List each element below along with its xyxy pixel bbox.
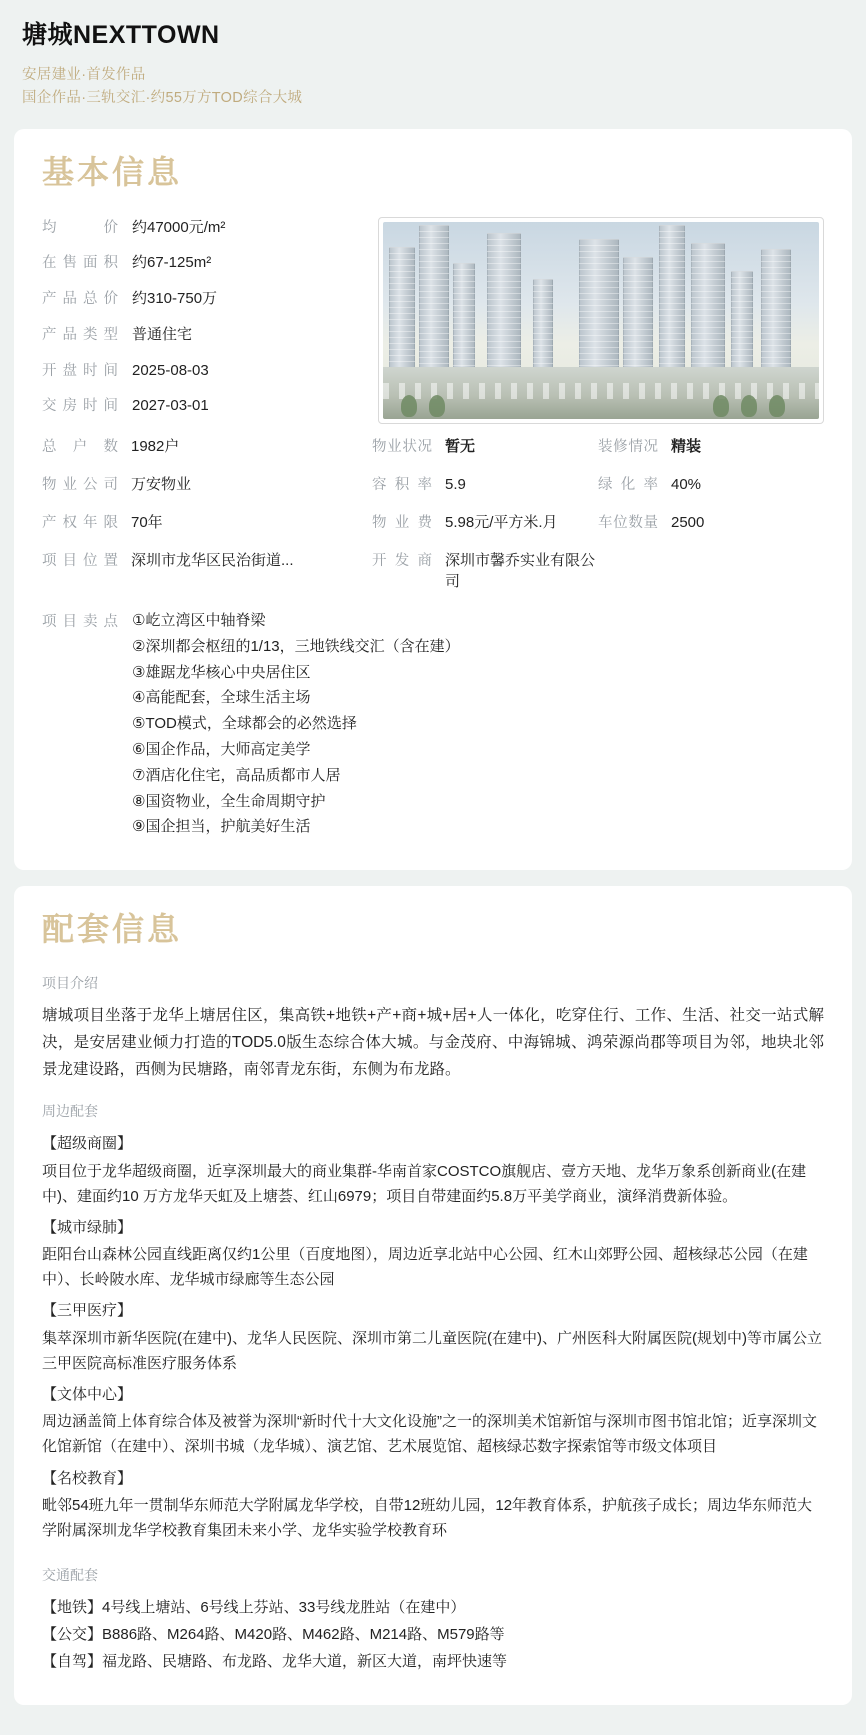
stats-col-c bbox=[598, 435, 824, 469]
around-block bbox=[42, 1466, 824, 1544]
info-row bbox=[42, 360, 372, 383]
traffic-line: 【公交】B886路、M264路、M420路、M462路、M214路、M579路等 bbox=[42, 1625, 505, 1643]
stats-col-a bbox=[42, 511, 372, 545]
stats-row bbox=[42, 435, 824, 469]
stat-label: 装修情况 bbox=[598, 439, 658, 456]
stats-col-a bbox=[42, 473, 372, 507]
basic-info-top bbox=[42, 217, 824, 432]
stat-value: 5.98元/平方米.月 bbox=[445, 514, 558, 532]
header-subtitle-line1: 安居建业·首发作品 bbox=[22, 66, 146, 83]
around-block bbox=[42, 1298, 824, 1376]
basic-info-card bbox=[14, 129, 852, 870]
intro-text: 塘城项目坐落于龙华上塘居住区，集高铁+地铁+产+商+城+居+人一体化，吃穿住行、工作、生活、社交一站式解决，是安居建业倾力打造的TOD5.0版生态综合体大城。与金茂府、中海锦城、鸿荣源尚郡等项目为邻，地块北邻景龙建设路，西侧为民塘路，南邻青龙东街，东侧为布龙路。 bbox=[42, 1007, 824, 1078]
around-block bbox=[42, 1215, 824, 1293]
info-label: 在售面积 bbox=[42, 255, 118, 272]
info-value: 2027-03-01 bbox=[132, 397, 209, 415]
selling-point-item: ②深圳都会枢纽的1/13，三地铁线交汇（含在建） bbox=[132, 637, 460, 655]
info-row bbox=[42, 288, 372, 311]
around-block-head: 【文体中心】 bbox=[42, 1386, 133, 1404]
around-block-body: 集萃深圳市新华医院(在建中)、龙华人民医院、深圳市第二儿童医院(在建中)、广州医科大附属医院(规划中)等市属公立三甲医院高标准医疗服务体系 bbox=[42, 1329, 822, 1372]
info-label: 开盘时间 bbox=[42, 362, 118, 379]
around-block bbox=[42, 1131, 824, 1209]
stat-item bbox=[372, 549, 598, 591]
stat-label: 开发商 bbox=[372, 553, 432, 570]
info-row bbox=[42, 324, 372, 347]
stat-label: 物业公司 bbox=[42, 477, 118, 494]
header-subtitle-line2: 国企作品·三轨交汇·约55万方TOD综合大城 bbox=[22, 90, 303, 107]
info-value: 约47000元/m² bbox=[132, 218, 226, 236]
stat-label: 项目位置 bbox=[42, 553, 118, 570]
stats-col-b bbox=[372, 511, 598, 545]
page-title: 塘城NEXTTOWN bbox=[22, 21, 220, 49]
info-row bbox=[42, 395, 372, 418]
stat-item bbox=[372, 473, 598, 494]
stat-label: 物业状况 bbox=[372, 439, 432, 456]
stat-value: 70年 bbox=[131, 514, 163, 532]
stats-col-c bbox=[598, 511, 824, 545]
stat-value: 深圳市龙华区民治街道... bbox=[131, 552, 294, 570]
info-label: 交房时间 bbox=[42, 398, 118, 415]
stats-row bbox=[42, 549, 824, 604]
info-label: 产品总价 bbox=[42, 291, 118, 308]
selling-points bbox=[42, 608, 824, 840]
traffic-line: 【地铁】4号线上塘站、6号线上芬站、33号线龙胜站（在建中） bbox=[42, 1599, 466, 1617]
stat-label: 产权年限 bbox=[42, 515, 118, 532]
stats-col-c bbox=[598, 549, 824, 604]
info-row bbox=[42, 252, 372, 275]
stats-col-c bbox=[598, 473, 824, 507]
around-block-head: 【三甲医疗】 bbox=[42, 1302, 133, 1320]
selling-point-item: ⑨国企担当，护航美好生活 bbox=[132, 818, 311, 836]
around-block-head: 【超级商圈】 bbox=[42, 1135, 133, 1153]
stat-label: 总户数 bbox=[42, 439, 118, 456]
selling-point-item: ⑦酒店化住宅，高品质都市人居 bbox=[132, 766, 341, 784]
traffic-line: 【自驾】福龙路、民塘路、布龙路、龙华大道，新区大道，南坪快速等 bbox=[42, 1652, 508, 1670]
selling-point-item: ①屹立湾区中轴脊梁 bbox=[132, 612, 266, 630]
stats-col-a bbox=[42, 549, 372, 604]
stat-value: 万安物业 bbox=[131, 476, 192, 494]
stats-col-b bbox=[372, 473, 598, 507]
around-block-body: 周边涵盖简上体育综合体及被誉为深圳“新时代十大文化设施”之一的深圳美术馆新馆与深圳市图书馆北馆；近享深圳文化馆新馆（在建中）、深圳书城（龙华城）、演艺馆、艺术展览馆、超核绿芯数字探索馆等市级文体项目 bbox=[42, 1413, 817, 1456]
info-value: 普通住宅 bbox=[132, 325, 193, 343]
project-hero-image bbox=[378, 217, 824, 424]
stat-label: 容积率 bbox=[372, 477, 432, 494]
facilities-card bbox=[14, 886, 852, 1705]
around-label: 周边配套 bbox=[42, 1103, 98, 1120]
stat-item bbox=[42, 473, 372, 494]
info-label: 产品类型 bbox=[42, 326, 118, 343]
stat-value: 精装 bbox=[671, 438, 702, 456]
stat-value: 暂无 bbox=[445, 438, 476, 456]
stat-value: 深圳市馨乔实业有限公司 bbox=[445, 552, 596, 591]
stat-label: 车位数量 bbox=[598, 515, 658, 532]
stats-col-b bbox=[372, 549, 598, 604]
basic-info-left-column bbox=[42, 217, 372, 432]
stat-value: 1982户 bbox=[131, 438, 180, 456]
stat-value: 40% bbox=[671, 476, 702, 494]
hero-illustration bbox=[383, 222, 819, 419]
info-value: 约67-125m² bbox=[132, 254, 212, 272]
selling-point-item: ⑥国企作品，大师高定美学 bbox=[132, 741, 311, 759]
info-value: 2025-08-03 bbox=[132, 361, 209, 379]
around-block bbox=[42, 1382, 824, 1460]
selling-points-label: 项目卖点 bbox=[42, 614, 118, 631]
stats-row bbox=[42, 473, 824, 507]
header-subtitle bbox=[22, 64, 844, 112]
around-block-head: 【名校教育】 bbox=[42, 1469, 133, 1487]
stat-item bbox=[42, 435, 372, 456]
selling-point-item: ⑧国资物业，全生命周期守护 bbox=[132, 792, 326, 810]
stat-label: 绿化率 bbox=[598, 477, 658, 494]
stat-value: 5.9 bbox=[445, 476, 466, 494]
intro-label: 项目介绍 bbox=[42, 975, 98, 992]
info-row bbox=[42, 217, 372, 240]
stat-item bbox=[598, 435, 824, 456]
around-block-body: 项目位于龙华超级商圈，近享深圳最大的商业集群-华南首家COSTCO旗舰店、壹方天地、龙华万象系创新商业(在建中)、建面约10 万方龙华天虹及上塘荟、红山6979；项目自带建面约5.8万平美学商业，演绎消费新体验。 bbox=[42, 1162, 807, 1205]
basic-info-title: 基本信息 bbox=[42, 154, 183, 191]
stats-col-b bbox=[372, 435, 598, 469]
info-value: 约310-750万 bbox=[132, 290, 218, 308]
selling-point-item: ⑤TOD模式，全球都会的必然选择 bbox=[132, 715, 357, 733]
stat-value: 2500 bbox=[671, 514, 705, 532]
stat-item bbox=[598, 473, 824, 494]
stat-item bbox=[42, 549, 372, 570]
traffic-label: 交通配套 bbox=[42, 1567, 98, 1584]
stat-label: 物业费 bbox=[372, 515, 432, 532]
selling-points-list bbox=[132, 608, 460, 840]
stat-item bbox=[372, 435, 598, 456]
stats-col-a bbox=[42, 435, 372, 469]
stat-item bbox=[42, 511, 372, 532]
page-header bbox=[0, 0, 866, 129]
stats-row bbox=[42, 511, 824, 545]
stat-item bbox=[598, 511, 824, 532]
info-label: 均价 bbox=[42, 219, 118, 236]
around-block-body: 距阳台山森林公园直线距离仅约1公里（百度地图），周边近享北站中心公园、红木山郊野公园、超核绿芯公园（在建中）、长岭陂水库、龙华城市绿廊等生态公园 bbox=[42, 1246, 808, 1289]
around-block-head: 【城市绿肺】 bbox=[42, 1218, 133, 1236]
stat-item bbox=[372, 511, 598, 532]
selling-point-item: ④高能配套，全球生活主场 bbox=[132, 689, 311, 707]
selling-point-item: ③雄踞龙华核心中央居住区 bbox=[132, 663, 311, 681]
facilities-title: 配套信息 bbox=[42, 911, 183, 948]
around-block-body: 毗邻54班九年一贯制华东师范大学附属龙华学校，自带12班幼儿园，12年教育体系，护航孩子成长；周边华东师范大学附属深圳龙华学校教育集团未来小学、龙华实验学校教育环 bbox=[42, 1496, 813, 1539]
